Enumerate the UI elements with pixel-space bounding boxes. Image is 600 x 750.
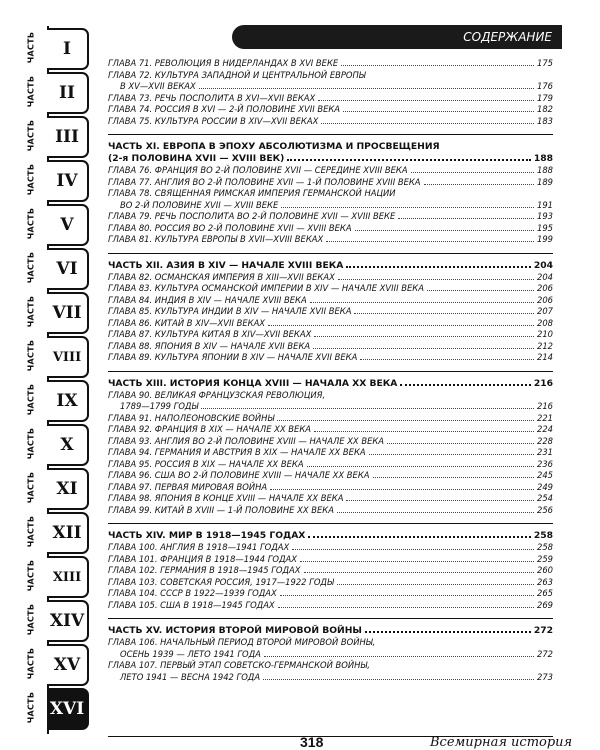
toc-chapter-entry[interactable] (108, 295, 553, 307)
toc-entry-title: ГЛАВА 87. КУЛЬТУРА КИТАЯ В XIV—XVII ВЕКАХ (108, 329, 312, 339)
toc-chapter-entry[interactable] (108, 58, 553, 70)
toc-entry-page: 193 (537, 211, 553, 221)
toc-chapter-entry[interactable] (108, 672, 553, 684)
toc-entry-page: 189 (537, 176, 553, 187)
toc-entry-page: 214 (537, 352, 553, 362)
toc-entry-page: 212 (537, 340, 553, 351)
toc-leader-dots (387, 442, 534, 444)
part-tab-word-label: ЧАСТЬ (26, 471, 36, 503)
section-header-title: СОДЕРЖАНИЕ (463, 30, 552, 44)
toc-chapter-entry[interactable] (108, 223, 553, 235)
part-tab-numeral: VIII (47, 336, 89, 378)
toc-entry-page: 249 (537, 481, 553, 492)
toc-entry-page: 231 (537, 447, 553, 457)
toc-entry-title: ГЛАВА 94. ГЕРМАНИЯ И АВСТРИЯ В XIX — НАЧАЛЕ XX ВЕКА (108, 447, 366, 457)
toc-entry-title: ГЛАВА 74. РОССИЯ В XVI — 2-Й ПОЛОВИНЕ XVII ВЕКА (108, 104, 341, 114)
toc-entry-page: 265 (537, 588, 553, 598)
toc-leader-dots (278, 606, 534, 608)
toc-entry-title: ГЛАВА 102. ГЕРМАНИЯ В 1918—1945 ГОДАХ (108, 565, 301, 575)
part-tab-word (17, 116, 45, 154)
part-tab-word-label: ЧАСТЬ (26, 31, 36, 63)
toc-leader-dots (343, 110, 534, 112)
toc-leader-dots (360, 358, 534, 360)
toc-entry-title: ГЛАВА 107. ПЕРВЫЙ ЭТАП СОВЕТСКО-ГЕРМАНСКОЙ ВОЙНЫ, (108, 660, 370, 670)
toc-part-entry[interactable] (108, 625, 553, 637)
toc-chapter-entry[interactable] (108, 234, 553, 246)
toc-chapter-entry[interactable] (108, 329, 553, 341)
part-tab-numeral: XI (47, 468, 89, 510)
toc-entry-page: 199 (537, 234, 553, 244)
toc-chapter-entry[interactable] (108, 413, 553, 425)
part-tab-word-label: ЧАСТЬ (26, 163, 36, 195)
toc-entry-title: 1789—1799 ГОДЫ (120, 401, 199, 411)
toc-entry-page: 195 (537, 222, 553, 233)
toc-entry-page: 210 (537, 329, 553, 339)
toc-entry-title: ГЛАВА 93. АНГЛИЯ ВО 2-Й ПОЛОВИНЕ XVIII — НАЧАЛЕ XX ВЕКА (108, 435, 385, 446)
part-tab-word (17, 600, 45, 638)
toc-entry-page: 256 (537, 504, 553, 515)
toc-entry-page: 260 (537, 565, 553, 575)
toc-chapter-entry[interactable] (108, 188, 553, 200)
part-tab-numeral: XIV (47, 600, 89, 642)
toc-chapter-entry[interactable] (108, 165, 553, 177)
toc-part-entry[interactable] (108, 141, 553, 153)
part-tab-numeral: X (47, 424, 89, 466)
part-tab-numeral: VII (47, 292, 89, 334)
toc-leader-dots (373, 476, 535, 478)
toc-entry-title: ГЛАВА 71. РЕВОЛЮЦИЯ В НИДЕРЛАНДАХ В XVI ВЕКЕ (108, 58, 339, 68)
toc-leader-dots (292, 548, 534, 550)
toc-chapter-entry[interactable] (108, 104, 553, 116)
toc-chapter-entry[interactable] (108, 505, 553, 517)
toc-leader-dots (270, 488, 534, 490)
toc-entry-page: 228 (537, 435, 553, 446)
part-tab-numeral: III (47, 116, 89, 158)
part-tab-word-label: ЧАСТЬ (26, 427, 36, 459)
toc-entry-title: ГЛАВА 76. ФРАНЦИЯ ВО 2-Й ПОЛОВИНЕ XVII — СЕРЕДИНЕ XVIII ВЕКА (108, 165, 408, 175)
part-tab[interactable] (13, 158, 95, 202)
toc-chapter-entry[interactable] (108, 70, 553, 82)
toc-entry-page: 204 (533, 259, 553, 271)
toc-entry-page: 236 (537, 458, 553, 469)
toc-leader-dots (354, 312, 534, 314)
toc-entry-title: ОСЕНЬ 1939 — ЛЕТО 1941 ГОДА (120, 648, 261, 659)
part-tab-word (17, 292, 45, 330)
section-header (232, 25, 562, 49)
part-tab-numeral: XV (47, 644, 89, 686)
part-tab-word (17, 424, 45, 462)
toc-chapter-entry[interactable] (108, 554, 553, 566)
toc-part-entry[interactable] (108, 260, 553, 272)
toc-entry-page: 245 (537, 470, 553, 480)
part-tab[interactable] (13, 422, 95, 466)
part-tab[interactable] (13, 554, 95, 598)
toc-part-entry[interactable] (108, 530, 553, 542)
toc-entry-title: ГЛАВА 84. ИНДИЯ В XIV — НАЧАЛЕ XVIII ВЕКА (108, 294, 307, 305)
toc-entry-page: 254 (537, 493, 553, 503)
toc-chapter-entry[interactable] (108, 542, 553, 554)
toc-chapter-entry[interactable] (108, 341, 553, 353)
toc-chapter-entry[interactable] (108, 470, 553, 482)
toc-entry-page: 191 (537, 199, 553, 210)
toc-entry-page: 204 (537, 271, 553, 282)
toc-leader-dots (338, 278, 534, 280)
part-tab[interactable] (13, 510, 95, 554)
toc-entry-page: 216 (537, 401, 553, 411)
toc-entry-title: ГЛАВА 79. РЕЧЬ ПОСПОЛИТА ВО 2-Й ПОЛОВИНЕ XVII — XVIII ВЕКЕ (108, 211, 396, 221)
toc-leader-dots (264, 655, 534, 657)
toc-entry-title: ГЛАВА 72. КУЛЬТУРА ЗАПАДНОЙ И ЦЕНТРАЛЬНОЙ ЕВРОПЫ (108, 69, 366, 80)
toc-chapter-entry[interactable] (108, 637, 553, 649)
toc-entry-page: 221 (537, 412, 553, 423)
section-divider (108, 134, 553, 135)
toc-leader-dots (313, 347, 534, 349)
toc-entry-title: ГЛАВА 101. ФРАНЦИЯ В 1918—1944 ГОДАХ (108, 553, 298, 564)
toc-entry-title: ГЛАВА 95. РОССИЯ В XIX — НАЧАЛЕ XX ВЕКА (108, 458, 304, 469)
part-tab-word-label: ЧАСТЬ (26, 691, 36, 723)
part-tab-numeral: XIII (47, 556, 89, 598)
toc-entry-title: ГЛАВА 75. КУЛЬТУРА РОССИИ В XIV—XVII ВЕКАХ (108, 115, 319, 126)
toc-entry-page: 258 (537, 542, 553, 552)
toc-entry-title: ГЛАВА 98. ЯПОНИЯ В КОНЦЕ XVIII — НАЧАЛЕ XX ВЕКА (108, 493, 344, 503)
toc-entry-title: ЛЕТО 1941 — ВЕСНА 1942 ГОДА (120, 671, 261, 682)
toc-entry-title: ГЛАВА 89. КУЛЬТУРА ЯПОНИИ В XIV — НАЧАЛЕ XVII ВЕКА (108, 352, 358, 362)
toc-entry-title: ГЛАВА 97. ПЕРВАЯ МИРОВАЯ ВОЙНА (108, 481, 268, 492)
toc-chapter-entry[interactable] (108, 459, 553, 471)
toc-part-entry[interactable] (108, 378, 553, 390)
toc-leader-dots (337, 511, 534, 513)
part-tab-word-label: ЧАСТЬ (26, 251, 36, 283)
part-tab-word-label: ЧАСТЬ (26, 75, 36, 107)
toc-entry-title: ГЛАВА 96. США ВО 2-Й ПОЛОВИНЕ XVIII — НАЧАЛЕ XX ВЕКА (108, 470, 370, 480)
toc-entry-title: ГЛАВА 105. США В 1918—1945 ГОДАХ (108, 599, 275, 610)
part-tab-word-label: ЧАСТЬ (26, 647, 36, 679)
toc-entry-page: 206 (537, 283, 553, 293)
toc-entry-page: 206 (537, 294, 553, 305)
toc-leader-dots (308, 535, 530, 538)
toc-entry-title: ВО 2-Й ПОЛОВИНЕ XVII — XVIII ВЕКЕ (120, 199, 279, 210)
toc-entry-page: 224 (537, 424, 553, 434)
toc-leader-dots (346, 499, 534, 501)
toc-entry-title: ГЛАВА 91. НАПОЛЕОНОВСКИЕ ВОЙНЫ (108, 412, 275, 423)
part-tab-word (17, 336, 45, 374)
toc-entry-title: ГЛАВА 80. РОССИЯ ВО 2-Й ПОЛОВИНЕ XVII — XVIII ВЕКА (108, 222, 352, 233)
toc-leader-dots (201, 407, 534, 409)
table-of-contents (108, 58, 553, 683)
toc-leader-dots (304, 571, 535, 573)
part-tab-word-label: ЧАСТЬ (26, 383, 36, 415)
toc-entry-title: ГЛАВА 78. СВЯЩЕННАЯ РИМСКАЯ ИМПЕРИЯ ГЕРМАНСКОЙ НАЦИИ (108, 188, 396, 198)
page-number: 318 (300, 734, 324, 750)
toc-entry-page: 272 (537, 648, 553, 659)
toc-leader-dots (199, 87, 534, 89)
toc-chapter-entry[interactable] (108, 116, 553, 128)
toc-chapter-entry[interactable] (108, 577, 553, 589)
toc-chapter-entry[interactable] (108, 283, 553, 295)
toc-chapter-entry[interactable] (108, 93, 553, 105)
part-tab-word (17, 468, 45, 506)
toc-leader-dots (268, 324, 534, 326)
part-tab[interactable] (13, 598, 95, 642)
toc-entry-page: 263 (537, 576, 553, 587)
toc-entry-page: 188 (533, 153, 553, 164)
part-tab[interactable] (13, 686, 95, 730)
part-tab-numeral: IX (47, 380, 89, 422)
part-tab[interactable] (13, 246, 95, 290)
toc-leader-dots (369, 453, 534, 455)
toc-chapter-entry[interactable] (108, 401, 553, 413)
toc-chapter-entry[interactable] (108, 177, 553, 189)
toc-leader-dots (280, 594, 534, 596)
toc-chapter-entry[interactable] (108, 660, 553, 672)
toc-leader-dots (400, 383, 530, 386)
toc-entry-title: ГЛАВА 83. КУЛЬТУРА ОСМАНСКОЙ ИМПЕРИИ В XIV — НАЧАЛЕ XVIII ВЕКА (108, 283, 424, 293)
toc-leader-dots (263, 678, 534, 680)
toc-entry-page: 259 (537, 553, 553, 564)
toc-leader-dots (300, 560, 534, 562)
part-tab[interactable] (13, 114, 95, 158)
part-tab-word (17, 28, 45, 66)
toc-chapter-entry[interactable] (108, 352, 553, 364)
section-divider (108, 253, 553, 254)
toc-entry-page: 272 (533, 625, 553, 636)
toc-entry-title: ГЛАВА 104. СССР В 1922—1939 ГОДАХ (108, 588, 277, 598)
toc-entry-page: 179 (537, 92, 553, 103)
part-tab-word (17, 556, 45, 594)
toc-chapter-entry[interactable] (108, 588, 553, 600)
toc-leader-dots (314, 335, 534, 337)
toc-leader-dots (411, 171, 534, 173)
toc-leader-dots (424, 183, 534, 185)
toc-leader-dots (321, 122, 534, 124)
part-tab-word-label: ЧАСТЬ (26, 119, 36, 151)
part-tab-word-label: ЧАСТЬ (26, 515, 36, 547)
part-tab[interactable] (13, 26, 95, 70)
part-tab-numeral: V (47, 204, 89, 246)
part-tab-numeral: IV (47, 160, 89, 202)
toc-entry-title: ГЛАВА 100. АНГЛИЯ В 1918—1941 ГОДАХ (108, 542, 290, 552)
toc-leader-dots (427, 289, 534, 291)
toc-leader-dots (346, 265, 530, 268)
part-tab[interactable] (13, 334, 95, 378)
toc-entry-title: ГЛАВА 85. КУЛЬТУРА ИНДИИ В XIV — НАЧАЛЕ XVII ВЕКА (108, 306, 352, 316)
toc-chapter-entry[interactable] (108, 447, 553, 459)
part-tab-word-label: ЧАСТЬ (26, 603, 36, 635)
toc-leader-dots (287, 158, 530, 161)
toc-leader-dots (337, 583, 534, 585)
toc-leader-dots (398, 217, 534, 219)
book-title: Всемирная история (430, 735, 573, 750)
part-tab-word (17, 160, 45, 198)
toc-chapter-entry[interactable] (108, 390, 553, 402)
part-tab-numeral: VI (47, 248, 89, 290)
part-tabs (13, 26, 95, 730)
toc-chapter-entry[interactable] (108, 81, 553, 93)
part-tab[interactable] (13, 202, 95, 246)
toc-chapter-entry[interactable] (108, 565, 553, 577)
toc-entry-title: ГЛАВА 73. РЕЧЬ ПОСПОЛИТА В XVI—XVII ВЕКАХ (108, 92, 316, 103)
toc-leader-dots (341, 64, 534, 66)
part-tab[interactable] (13, 466, 95, 510)
toc-leader-dots (277, 419, 534, 421)
toc-entry-title: ГЛАВА 92. ФРАНЦИЯ В XIX — НАЧАЛЕ XX ВЕКА (108, 424, 311, 434)
part-tab-numeral: XII (47, 512, 89, 554)
toc-chapter-entry[interactable] (108, 200, 553, 212)
toc-leader-dots (326, 240, 534, 242)
part-tab-word (17, 72, 45, 110)
toc-entry-page: 188 (537, 165, 553, 175)
part-tab[interactable] (13, 378, 95, 422)
toc-entry-page: 208 (537, 317, 553, 328)
part-tab-word-label: ЧАСТЬ (26, 295, 36, 327)
section-divider (108, 371, 553, 372)
toc-entry-title: ГЛАВА 90. ВЕЛИКАЯ ФРАНЦУЗСКАЯ РЕВОЛЮЦИЯ, (108, 389, 326, 400)
toc-entry-page: 216 (533, 377, 553, 389)
toc-chapter-entry[interactable] (108, 649, 553, 661)
toc-entry-title: ГЛАВА 99. КИТАЙ В XVIII — 1-Й ПОЛОВИНЕ XX ВЕКА (108, 504, 334, 515)
toc-chapter-entry[interactable] (108, 493, 553, 505)
part-tab-word (17, 512, 45, 550)
toc-entry-page: 175 (537, 58, 553, 68)
toc-chapter-entry[interactable] (108, 436, 553, 448)
toc-leader-dots (365, 630, 531, 633)
toc-entry-title: ГЛАВА 82. ОСМАНСКАЯ ИМПЕРИЯ В XIII—XVII ВЕКАХ (108, 271, 335, 282)
part-tab-word (17, 688, 45, 726)
part-tab-numeral: I (47, 28, 89, 70)
toc-entry-page: 269 (537, 599, 553, 610)
part-tab-word (17, 248, 45, 286)
toc-entry-title: ЧАСТЬ XV. ИСТОРИЯ ВТОРОЙ МИРОВОЙ ВОЙНЫ (108, 625, 362, 636)
part-tab-word (17, 644, 45, 682)
toc-leader-dots (307, 465, 534, 467)
part-tab[interactable] (13, 290, 95, 334)
part-tab-word (17, 380, 45, 418)
toc-part-entry[interactable] (108, 153, 553, 165)
toc-entry-title: ГЛАВА 81. КУЛЬТУРА ЕВРОПЫ В XVII—XVIII ВЕКАХ (108, 234, 324, 244)
part-tab-numeral: II (47, 72, 89, 114)
part-tab[interactable] (13, 642, 95, 686)
toc-entry-title: ЧАСТЬ XII. АЗИЯ В XIV — НАЧАЛЕ XVIII ВЕКА (108, 259, 344, 271)
toc-entry-title: ГЛАВА 106. НАЧАЛЬНЫЙ ПЕРИОД ВТОРОЙ МИРОВОЙ ВОЙНЫ, (108, 637, 376, 647)
toc-leader-dots (355, 229, 534, 231)
part-tab[interactable] (13, 70, 95, 114)
section-divider (108, 523, 553, 524)
part-tab-word-label: ЧАСТЬ (26, 207, 36, 239)
toc-leader-dots (314, 430, 534, 432)
toc-chapter-entry[interactable] (108, 211, 553, 223)
section-divider (108, 618, 553, 619)
part-tab-word-label: ЧАСТЬ (26, 559, 36, 591)
toc-entry-page: 182 (537, 104, 553, 114)
toc-leader-dots (281, 206, 534, 208)
toc-chapter-entry[interactable] (108, 600, 553, 612)
toc-entry-page: 258 (533, 530, 553, 541)
toc-entry-title: ГЛАВА 86. КИТАЙ В XIV—XVII ВЕКАХ (108, 317, 266, 328)
toc-leader-dots (318, 99, 534, 101)
toc-entry-page: 176 (537, 81, 553, 91)
toc-entry-title: (2-я ПОЛОВИНА XVII — XVIII ВЕК) (108, 153, 285, 164)
toc-entry-title: ЧАСТЬ XI. ЕВРОПА В ЭПОХУ АБСОЛЮТИЗМА И ПРОСВЕЩЕНИЯ (108, 141, 440, 152)
toc-entry-title: ГЛАВА 103. СОВЕТСКАЯ РОССИЯ, 1917—1922 ГОДЫ (108, 576, 334, 587)
toc-entry-title: ЧАСТЬ XIII. ИСТОРИЯ КОНЦА XVIII — НАЧАЛА XX ВЕКА (108, 377, 398, 389)
toc-entry-title: ЧАСТЬ XIV. МИР В 1918—1945 ГОДАХ (108, 530, 306, 541)
part-tab-numeral: XVI (47, 688, 89, 730)
toc-entry-page: 207 (537, 306, 553, 316)
toc-chapter-entry[interactable] (108, 272, 553, 284)
toc-chapter-entry[interactable] (108, 318, 553, 330)
toc-chapter-entry[interactable] (108, 482, 553, 494)
toc-chapter-entry[interactable] (108, 424, 553, 436)
toc-entry-page: 183 (537, 115, 553, 126)
toc-leader-dots (310, 301, 534, 303)
part-tab-word-label: ЧАСТЬ (26, 339, 36, 371)
toc-chapter-entry[interactable] (108, 306, 553, 318)
toc-entry-title: ГЛАВА 77. АНГЛИЯ ВО 2-Й ПОЛОВИНЕ XVII — 1-Й ПОЛОВИНЕ XVIII ВЕКА (108, 176, 421, 187)
toc-entry-title: ГЛАВА 88. ЯПОНИЯ В XIV — НАЧАЛЕ XVII ВЕКА (108, 340, 311, 351)
toc-entry-page: 273 (537, 671, 553, 682)
part-tab-word (17, 204, 45, 242)
toc-entry-title: В XV—XVII ВЕКАХ (120, 81, 196, 91)
